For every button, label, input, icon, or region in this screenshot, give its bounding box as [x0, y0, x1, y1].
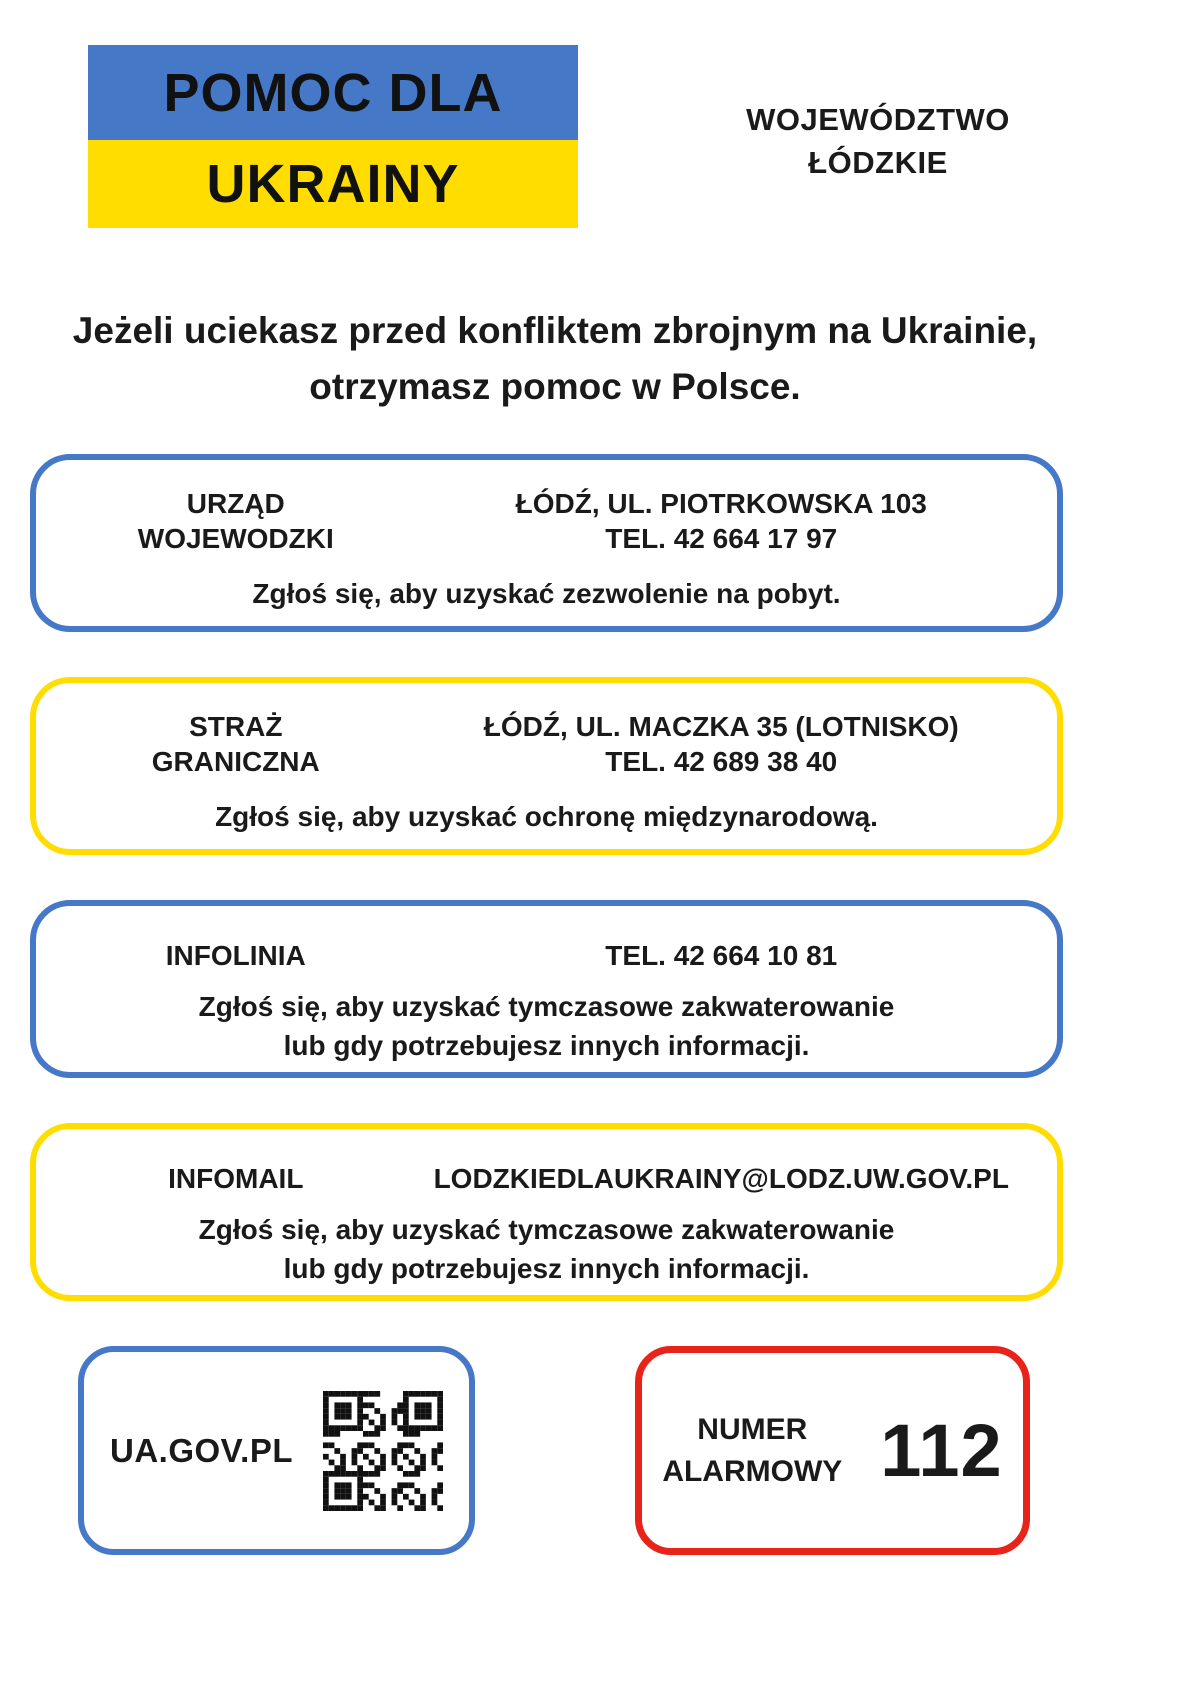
flag-blue-stripe: [88, 45, 578, 140]
voivodeship-line1: WOJEWÓDZTWO: [746, 102, 1010, 137]
card-infolinia: [30, 900, 1063, 1078]
card-urzad-row: [61, 486, 1032, 556]
card-urzad-label: [61, 486, 411, 556]
intro-line1: Jeżeli uciekasz przed konfliktem zbrojnym na Ukrainie,: [72, 310, 1038, 351]
card-straz-label-line2: GRANICZNA: [151, 746, 320, 777]
header: [0, 0, 1191, 228]
flag-yellow-stripe: [88, 140, 578, 228]
card-infolinia-note-line2: lub gdy potrzebujesz innych informacji.: [283, 1030, 810, 1062]
card-infomail-note: [61, 1210, 1032, 1288]
card-urzad-wojewodzki: [30, 454, 1063, 632]
card-infolinia-row: [61, 938, 1032, 973]
card-infolinia-note-line1: Zgłoś się, aby uzyskać tymczasowe zakwaterowanie: [198, 991, 895, 1022]
card-urzad-note: Zgłoś się, aby uzyskać zezwolenie na pobyt.: [252, 578, 841, 609]
poster-title-line1: POMOC DLA: [163, 62, 503, 123]
card-straz-phone: TEL. 42 689 38 40: [605, 746, 838, 777]
voivodeship-name: [728, 98, 1028, 228]
card-infomail-email: LODZKIEDLAUKRAINY@LODZ.UW.GOV.PL: [433, 1163, 1009, 1194]
card-urzad-label-line2: WOJEWODZKI: [137, 523, 334, 554]
card-straz-label: [61, 709, 411, 779]
emergency-number-box: [635, 1346, 1030, 1555]
emergency-number: 112: [880, 1409, 1003, 1492]
card-urzad-address: ŁÓDŹ, UL. PIOTRKOWSKA 103: [515, 488, 927, 519]
emergency-label-line2: ALARMOWY: [662, 1454, 843, 1488]
card-straz-address: ŁÓDŹ, UL. MACZKA 35 (LOTNISKO): [483, 711, 959, 742]
card-infomail-note-line2: lub gdy potrzebujesz innych informacji.: [283, 1253, 810, 1285]
card-infomail-row: [61, 1161, 1032, 1196]
card-straz-row: [61, 709, 1032, 779]
intro-heading: [0, 303, 1110, 414]
qr-code-icon: [323, 1391, 443, 1511]
card-infolinia-phone: TEL. 42 664 10 81: [605, 940, 838, 971]
poster-title-line2: UKRAINY: [206, 154, 460, 214]
card-straz-info: [411, 709, 1032, 779]
card-infolinia-note: [61, 987, 1032, 1065]
card-urzad-phone: TEL. 42 664 17 97: [605, 523, 838, 554]
card-infomail-label: INFOMAIL: [168, 1163, 304, 1194]
ua-gov-website: UA.GOV.PL: [110, 1431, 293, 1469]
card-infomail: [30, 1123, 1063, 1301]
ua-gov-box: [78, 1346, 475, 1555]
card-infomail-note-line1: Zgłoś się, aby uzyskać tymczasowe zakwaterowanie: [198, 1214, 895, 1245]
info-cards: [0, 454, 1191, 1301]
voivodeship-line2: ŁÓDZKIE: [808, 145, 948, 181]
card-straz-label-line1: STRAŻ: [189, 711, 283, 742]
card-urzad-label-line1: URZĄD: [186, 488, 285, 519]
card-urzad-info: [411, 486, 1032, 556]
emergency-label-line1: NUMER: [697, 1412, 808, 1446]
card-straz-note: Zgłoś się, aby uzyskać ochronę międzynarodową.: [215, 801, 878, 832]
emergency-label: [662, 1409, 842, 1493]
intro-line2: otrzymasz pomoc w Polsce.: [309, 365, 801, 407]
footer: [0, 1346, 1191, 1555]
card-infolinia-label: INFOLINIA: [165, 940, 306, 971]
ukraine-flag-banner: [88, 45, 578, 228]
card-straz-graniczna: [30, 677, 1063, 855]
